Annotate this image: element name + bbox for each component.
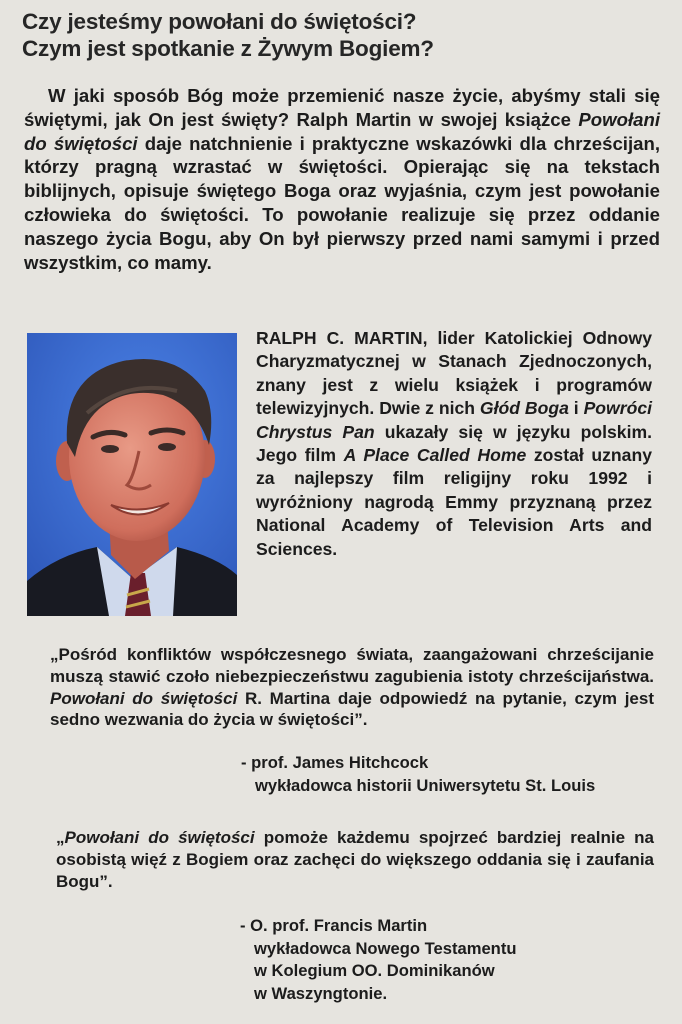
bio-book-2: Powróci Chrystus Pan [256, 398, 652, 442]
attribution1-name: - prof. James Hitchcock [241, 753, 429, 772]
headline-line-1: Czy jesteśmy powołani do świętości? [22, 9, 417, 34]
quote-francis-martin [56, 827, 654, 892]
attribution2-name: - O. prof. Francis Martin [240, 916, 428, 935]
attribution2-line-3: w Waszyngtonie. [254, 983, 388, 1003]
intro-paragraph [24, 84, 660, 274]
bio-film-title: A Place Called Home [343, 445, 527, 466]
bio-text-4: został uznany za najlepszy film religijny roku 1992 i wyróżniony nagrodą Emmy przyznaną przez National Academy of Television Arts and Sciences. [256, 445, 652, 559]
author-photo [27, 333, 237, 616]
attribution-francis-martin [240, 915, 517, 1005]
intro-book-title: Powołani do świętości [24, 108, 660, 154]
quote2-text: pomoże każdemu spojrzeć bardziej realnie na osobistą więź z Bogiem oraz zachęci do większego oddania się i zaufania Bogu”. [56, 828, 654, 891]
bio-book-1: Głód Boga [479, 398, 569, 419]
bio-text-1: RALPH C. MARTIN, lider Katolickiej Odnowy Charyzmatycznej w Stanach Zjednoczonych, znany jest z wielu książek i programów telewizyjnych. Dwie z nich [256, 328, 652, 419]
quote2-open: „ [56, 828, 65, 847]
quote1-text-1: „Pośród konfliktów współczesnego świata, zaangażowani chrześcijanie muszą stawić czoło niebezpieczeństwu zagubienia istoty chrześcijaństwa. [50, 645, 654, 686]
attribution-hitchcock [241, 752, 595, 797]
bio-text-3: ukazały się w języku polskim. Jego film [256, 421, 653, 466]
quote-hitchcock [50, 644, 654, 731]
intro-text-1: W jaki sposób Bóg może przemienić nasze życie, abyśmy stali się świętymi, jak On jest święty? Ralph Martin w swojej książce [24, 85, 660, 130]
quote1-text-2: R. Martina daje odpowiedź na pytanie, czym jest sedno wezwania do życia w świętości”. [50, 688, 654, 730]
author-bio [256, 327, 652, 561]
attribution2-line-2: w Kolegium OO. Dominikanów [254, 961, 495, 980]
attribution1-role: wykładowca historii Uniwersytetu St. Louis [255, 775, 596, 795]
quote2-book-title: Powołani do świętości [64, 828, 255, 847]
headline-line-2: Czym jest spotkanie z Żywym Bogiem? [22, 36, 434, 61]
quote1-book-title: Powołani do świętości [50, 688, 238, 708]
headline [22, 8, 662, 62]
bio-text-2: i [568, 398, 584, 419]
attribution2-line-1: wykładowca Nowego Testamentu [254, 938, 517, 958]
author-portrait-illustration [27, 333, 237, 616]
intro-text-2: daje natchnienie i praktyczne wskazówki dla chrześcijan, którzy pragną wzrastać w świętości. Opierając się na tekstach biblijnych, opisuje świętego Boga oraz wyjaśnia, czym jest powołanie człowieka do świętości. To powołanie realizuje się przez oddanie naszego życia Bogu, aby On był pierwszy przed nami samymi i przed wszystkim, co mamy. [24, 132, 660, 273]
